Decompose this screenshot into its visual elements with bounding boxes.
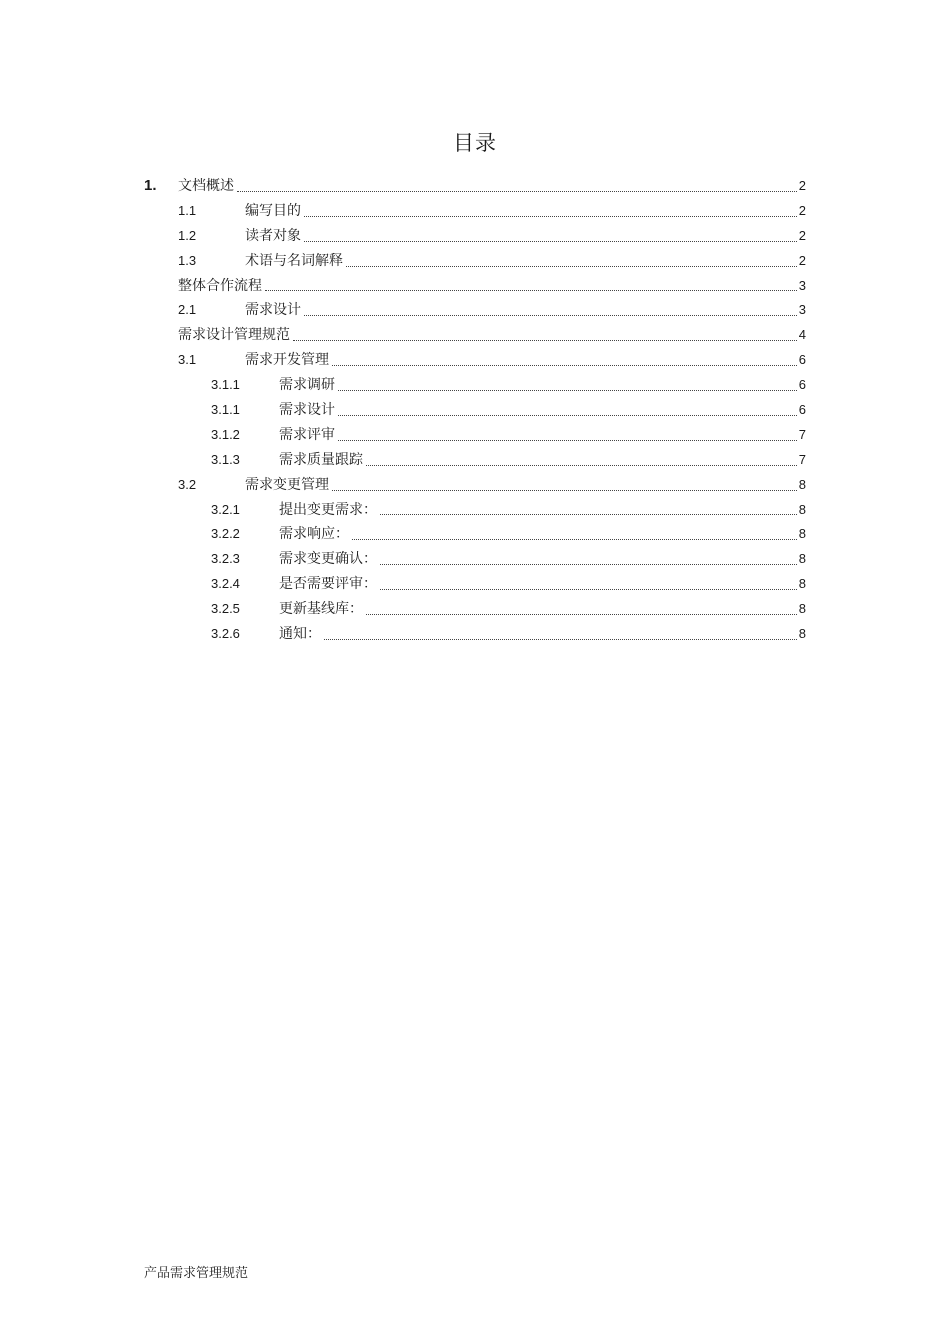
toc-entry-link[interactable] <box>279 522 806 547</box>
toc-entry-link[interactable] <box>279 597 806 622</box>
toc-dot-leader <box>324 639 797 640</box>
toc-entry-number: 3.1.3 <box>211 451 240 467</box>
toc-entry-link[interactable] <box>245 473 806 498</box>
toc-entry-page: 3 <box>798 277 806 293</box>
toc-entry-number: 3.1.1 <box>211 402 240 418</box>
toc-dot-leader <box>380 514 797 515</box>
toc-entry-page: 8 <box>798 501 806 517</box>
toc-entry-page: 2 <box>798 202 806 218</box>
toc-dot-leader <box>338 390 797 391</box>
toc-entry[interactable] <box>0 274 950 299</box>
toc-entry-link[interactable] <box>279 423 806 448</box>
toc-entry-number: 3.2.1 <box>211 501 240 517</box>
toc-entry[interactable] <box>0 348 950 373</box>
toc-entry-page: 8 <box>798 601 806 617</box>
toc-dot-leader <box>332 365 797 366</box>
toc-entry-number: 3.2.4 <box>211 576 240 592</box>
toc-entry-number: 3.1 <box>178 352 197 368</box>
toc-entry-number: 3.2.2 <box>211 526 240 542</box>
toc-entry-label: 术语与名词解释 <box>245 252 343 269</box>
toc-entry[interactable] <box>0 224 950 249</box>
toc-entry-number: 3.2.6 <box>211 626 240 642</box>
toc-dot-leader <box>352 539 797 540</box>
toc-dot-leader <box>265 290 797 291</box>
toc-entry-label: 需求开发管理 <box>245 352 329 369</box>
toc-entry-label: 需求变更管理 <box>245 476 329 493</box>
toc-dot-leader <box>332 490 797 491</box>
toc-entry-page: 8 <box>798 551 806 567</box>
toc-entry-label: 需求变更确认： <box>279 551 377 568</box>
toc-entry[interactable] <box>0 373 950 398</box>
toc-entry-page: 8 <box>798 526 806 542</box>
toc-entry-number: 3.1.1 <box>211 377 240 393</box>
toc-entry[interactable] <box>0 448 950 473</box>
toc-entry-link[interactable] <box>178 274 806 299</box>
toc-dot-leader <box>304 241 797 242</box>
toc-entry[interactable] <box>0 547 950 572</box>
toc-entry[interactable] <box>0 522 950 547</box>
toc-entry[interactable] <box>0 398 950 423</box>
toc-dot-leader <box>380 564 797 565</box>
toc-entry-page: 3 <box>798 302 806 318</box>
toc-entry-page: 6 <box>798 377 806 393</box>
toc-entry[interactable] <box>0 298 950 323</box>
toc-dot-leader <box>338 440 797 441</box>
toc-entry-label: 需求质量跟踪 <box>279 451 363 468</box>
toc-entry-label: 读者对象 <box>245 227 301 244</box>
toc-dot-leader <box>366 465 797 466</box>
toc-entry-label: 更新基线库： <box>279 601 363 618</box>
toc-dot-leader <box>304 216 797 217</box>
toc-title: 目录 <box>453 131 497 155</box>
toc-entry-link[interactable] <box>245 224 806 249</box>
toc-entry-number: 2.1 <box>178 302 197 318</box>
toc-entry-page: 2 <box>798 227 806 243</box>
toc-entry-link[interactable] <box>279 547 806 572</box>
toc-entry[interactable] <box>0 622 950 647</box>
toc-entry-page: 2 <box>798 178 806 193</box>
toc-entry-page: 8 <box>798 476 806 492</box>
toc-dot-leader <box>293 340 797 341</box>
toc-entry-page: 6 <box>798 352 806 368</box>
toc-dot-leader <box>304 315 797 316</box>
toc-entry-number: 1.2 <box>178 227 197 243</box>
toc-entry-label: 是否需要评审： <box>279 576 377 593</box>
toc-entry-number: 3.2 <box>178 476 197 492</box>
toc-dot-leader <box>380 589 797 590</box>
toc-entry-number: 3.2.5 <box>211 601 240 617</box>
toc-dot-leader <box>346 266 797 267</box>
table-of-contents <box>0 174 950 647</box>
toc-entry-number: 3.1.2 <box>211 426 240 442</box>
toc-entry-link[interactable] <box>245 199 806 224</box>
toc-entry-link[interactable] <box>279 572 806 597</box>
toc-entry[interactable] <box>0 199 950 224</box>
toc-entry-link[interactable] <box>279 448 806 473</box>
toc-entry-label: 文档概述 <box>178 178 234 194</box>
toc-entry-page: 2 <box>798 252 806 268</box>
toc-entry-label: 提出变更需求： <box>279 501 377 518</box>
toc-entry[interactable] <box>0 323 950 348</box>
toc-entry-label: 需求评审 <box>279 426 335 443</box>
toc-entry-link[interactable] <box>279 373 806 398</box>
toc-entry-page: 4 <box>798 327 806 343</box>
toc-entry-label: 整体合作流程 <box>178 277 262 294</box>
toc-dot-leader <box>237 191 797 192</box>
toc-entry-number: 3.2.3 <box>211 551 240 567</box>
toc-entry-link[interactable] <box>245 249 806 274</box>
toc-entry[interactable] <box>0 572 950 597</box>
toc-entry-label: 编写目的 <box>245 202 301 219</box>
toc-entry-page: 7 <box>798 426 806 442</box>
toc-entry-link[interactable] <box>178 323 806 348</box>
toc-entry-label: 通知： <box>279 626 321 643</box>
page-footer: 产品需求管理规范 <box>144 1266 249 1281</box>
toc-entry-link[interactable] <box>245 298 806 323</box>
toc-entry-number: 1.1 <box>178 202 197 218</box>
toc-entry-label: 需求响应： <box>279 526 349 543</box>
toc-entry[interactable] <box>0 498 950 523</box>
toc-entry-label: 需求调研 <box>279 377 335 394</box>
toc-entry-number: 1.3 <box>178 252 197 268</box>
toc-entry-label: 需求设计 <box>245 302 301 319</box>
toc-entry-number: 1. <box>144 177 157 194</box>
toc-entry-label: 需求设计管理规范 <box>178 327 290 344</box>
toc-entry[interactable] <box>0 473 950 498</box>
toc-entry-page: 7 <box>798 451 806 467</box>
toc-entry-link[interactable] <box>279 622 806 647</box>
toc-entry-page: 6 <box>798 402 806 418</box>
toc-entry-page: 8 <box>798 626 806 642</box>
toc-entry-page: 8 <box>798 576 806 592</box>
toc-entry-label: 需求设计 <box>279 402 335 419</box>
toc-entry[interactable] <box>0 249 950 274</box>
toc-entry[interactable] <box>0 597 950 622</box>
toc-entry-link[interactable] <box>178 174 806 199</box>
toc-entry-link[interactable] <box>279 498 806 523</box>
toc-entry[interactable] <box>0 174 950 199</box>
toc-entry[interactable] <box>0 423 950 448</box>
toc-dot-leader <box>366 614 797 615</box>
toc-entry-link[interactable] <box>279 398 806 423</box>
toc-entry-link[interactable] <box>245 348 806 373</box>
toc-dot-leader <box>338 415 797 416</box>
